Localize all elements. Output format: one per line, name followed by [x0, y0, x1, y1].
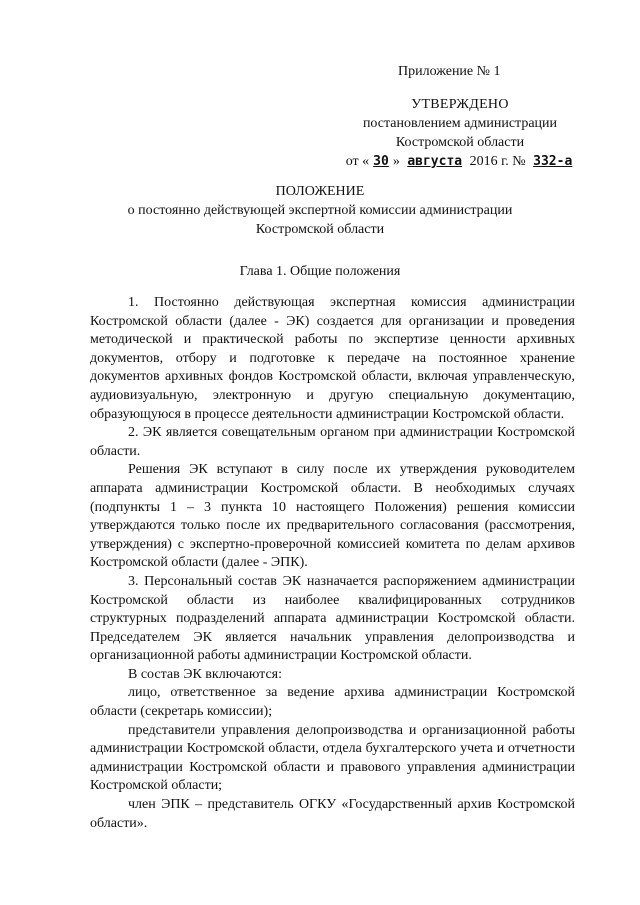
paragraph-4: 3. Персональный состав ЭК назначается распоряжением администрации Костромской области из наиболее квалифицированных сотрудников структурных подразделений аппарата администрации Костромской области. Председателем ЭК является начальник управления делопроизводства и организационной работы администрации Костромской области.: [90, 573, 575, 664]
paragraph-2: 2. ЭК является совещательным органом при администрации Костромской области.: [90, 425, 575, 459]
date-day: 30: [373, 154, 389, 169]
paragraph-1: 1. Постоянно действующая экспертная комиссия администрации Костромской области (далее - ЭК) создается для организации и проведения методической и практической работы по экспертизе ценности архивных документов, отбору и подготовке к передаче на постоянное хранение документов архивных фондов Костромской области, включая управленческую, аудиовизуальную, электронную и другую специальную документацию, образующуюся в процессе деятельности администрации Костромской области.: [90, 295, 575, 422]
approval-line-1: постановлением администрации: [362, 116, 558, 131]
paragraph-8: член ЭПК – представитель ОГКУ «Государственный архив Костромской области».: [90, 797, 575, 831]
document-subtitle-line-1: о постоянно действующей экспертной комиссии администрации: [127, 203, 513, 218]
date-prefix: от «: [345, 154, 370, 169]
date-mid: »: [392, 154, 400, 169]
approval-block: [330, 62, 590, 171]
paragraph-7: представители управления делопроизводства и организационной работы администрации Костромской области, отдела бухгалтерского учета и отчетности администрации Костромской области и правового управления администрации Костромской области;: [90, 722, 575, 794]
document-title-block: [60, 182, 580, 239]
date-year: 2016 г. №: [469, 154, 526, 169]
chapter-heading: Глава 1. Общие положения: [239, 264, 401, 279]
approved-stamp-text: УТВЕРЖДЕНО: [411, 97, 509, 112]
paragraph-3: Решения ЭК вступают в силу после их утверждения руководителем аппарата администрации Костромской области. В необходимых случаях (подпункты 1 – 3 пункта 10 настоящего Положения) решения комиссии утверждаются только после их предварительного согласования (рассмотрения, утверждения) с экспертно-проверочной комиссией комитета по делам архивов Костромской области (далее - ЭПК).: [90, 462, 575, 571]
paragraph-5: В состав ЭК включаются:: [128, 666, 282, 682]
approval-line-2: Костромской области: [395, 135, 525, 150]
decree-number: 332-а: [533, 154, 573, 169]
body-text: [90, 294, 575, 833]
paragraph-6: лицо, ответственное за ведение архива администрации Костромской области (секретарь комиссии);: [90, 685, 575, 720]
appendix-label: Приложение № 1: [398, 64, 501, 79]
approval-date-line: [330, 152, 590, 171]
document-subtitle-line-2: Костромской области: [255, 222, 385, 237]
document-title: ПОЛОЖЕНИЕ: [275, 184, 365, 199]
date-month: августа: [407, 154, 463, 169]
